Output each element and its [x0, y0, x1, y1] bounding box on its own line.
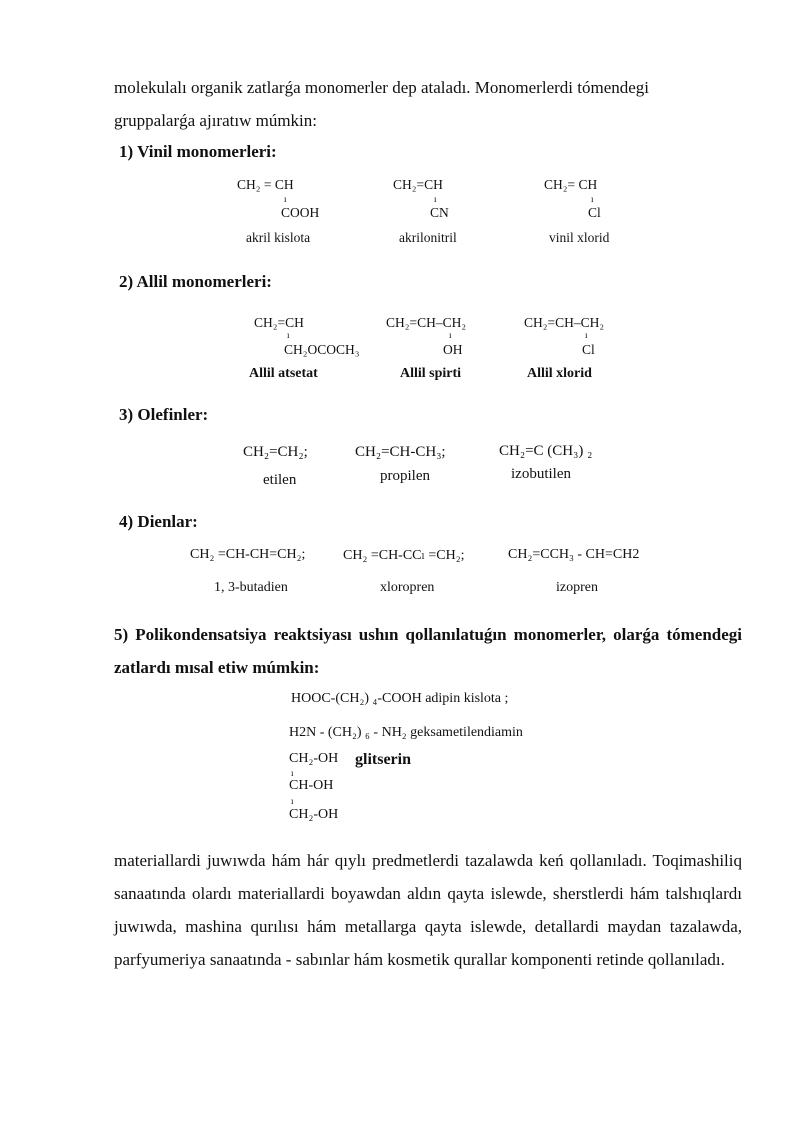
formula-butadien: CH₂ =CH-CH=CH₂; [190, 547, 306, 562]
formula-top: CH₂=CH [393, 177, 443, 192]
formula-bottom: CN [430, 205, 449, 220]
label-xloropren: xloropren [380, 580, 435, 595]
formula-izobutilen: CH₂=C (CH₃) ₂ [499, 443, 593, 459]
formula-xloropren: CH₂ =CH-CCₗ =CH₂; [343, 548, 465, 563]
formula-top: CH₂=CH–CH₂ [386, 315, 467, 330]
formula-top: CH₂=CH–CH₂ [524, 315, 605, 330]
compound-label: vinil xlorid [549, 230, 610, 245]
compound-label: akril kislota [246, 230, 311, 245]
heading-allil: 2) Allil monomerleri: [119, 272, 272, 291]
bond-bar: ı [591, 194, 594, 204]
compound-label: Allil xlorid [527, 366, 592, 381]
formula-etilen: CH₂=CH₂; [243, 444, 308, 460]
formula-propilen: CH₂=CH-CH₃; [355, 444, 446, 460]
label-etilen: etilen [263, 472, 297, 488]
formula-top: CH₂ = CH [237, 177, 294, 192]
formula-bottom: OH [443, 342, 463, 357]
bond-bar: ı [585, 330, 588, 340]
label-izobutilen: izobutilen [511, 466, 571, 482]
bond-bar: ı [434, 194, 437, 204]
compound-label: Allil spirti [400, 366, 462, 381]
bond-bar: ı [449, 330, 452, 340]
formula-geksametilendiamin: H2N - (CH₂) ₆ - NH₂ geksametilendiamin [289, 725, 523, 740]
formula-adipin-kislota: HOOC-(CH₂) ₄-COOH adipin kislota ; [291, 691, 509, 706]
bond-bar: ı [287, 330, 290, 340]
formula-bottom: COOH [281, 205, 320, 220]
heading-polikondensatsiya: 5) Polikondensatsiya reaktsiyası ushın qollanılatuǵın monomerler, olarǵa tómendegi zatlardı mısal etiw múmkin: [114, 625, 742, 677]
glitserin-line-3: CH₂-OH [289, 807, 339, 822]
glitserin-name: glitserin [355, 751, 411, 768]
label-butadien: 1, 3-butadien [214, 580, 288, 595]
intro-line-2: gruppalarǵa ajıratıw múmkin: [114, 111, 317, 130]
compound-label: akrilonitril [399, 230, 457, 245]
formula-bottom: Cl [588, 205, 601, 220]
bond-bar: ı [291, 796, 294, 806]
formula-top: CH₂=CH [254, 315, 304, 330]
formula-bottom: Cl [582, 342, 595, 357]
heading-dienlar: 4) Dienlar: [119, 512, 198, 531]
bond-bar: ı [284, 194, 287, 204]
glitserin-line-1: CH₂-OH [289, 751, 339, 766]
formula-izopren: CH₂=CCH₃ - CH=CH2 [508, 547, 640, 562]
label-propilen: propilen [380, 468, 430, 484]
closing-paragraph: materiallardi juwıwda hám hár qıylı predmetlerdi tazalawda keń qollanıladı. Toqimashiliq sanaatında olardı materiallardi boyawdan aldın qayta islewde, sherstlerdi hám talshıqlardı juwıwda, mashina qurılısı hám metallarga qayta islewde, detallardi maydan tazalawda, parfyumeriya sanaatında - sabınlar hám kosmetik qurallar komponenti retinde qollanıladı. [114, 851, 742, 969]
bond-bar: ı [291, 768, 294, 778]
compound-label: Allil atsetat [249, 366, 318, 381]
glitserin-line-2: CH-OH [289, 778, 334, 793]
label-izopren: izopren [556, 580, 598, 595]
formula-top: CH₂= CH [544, 177, 598, 192]
heading-olefinler: 3) Olefinler: [119, 405, 209, 424]
formula-bottom: CH₂OCOCH₃ [284, 342, 360, 357]
intro-line-1: molekulalı organik zatlarǵa monomerler dep ataladı. Monomerlerdi tómendegi [114, 78, 650, 97]
heading-vinil: 1) Vinil monomerleri: [119, 142, 277, 161]
